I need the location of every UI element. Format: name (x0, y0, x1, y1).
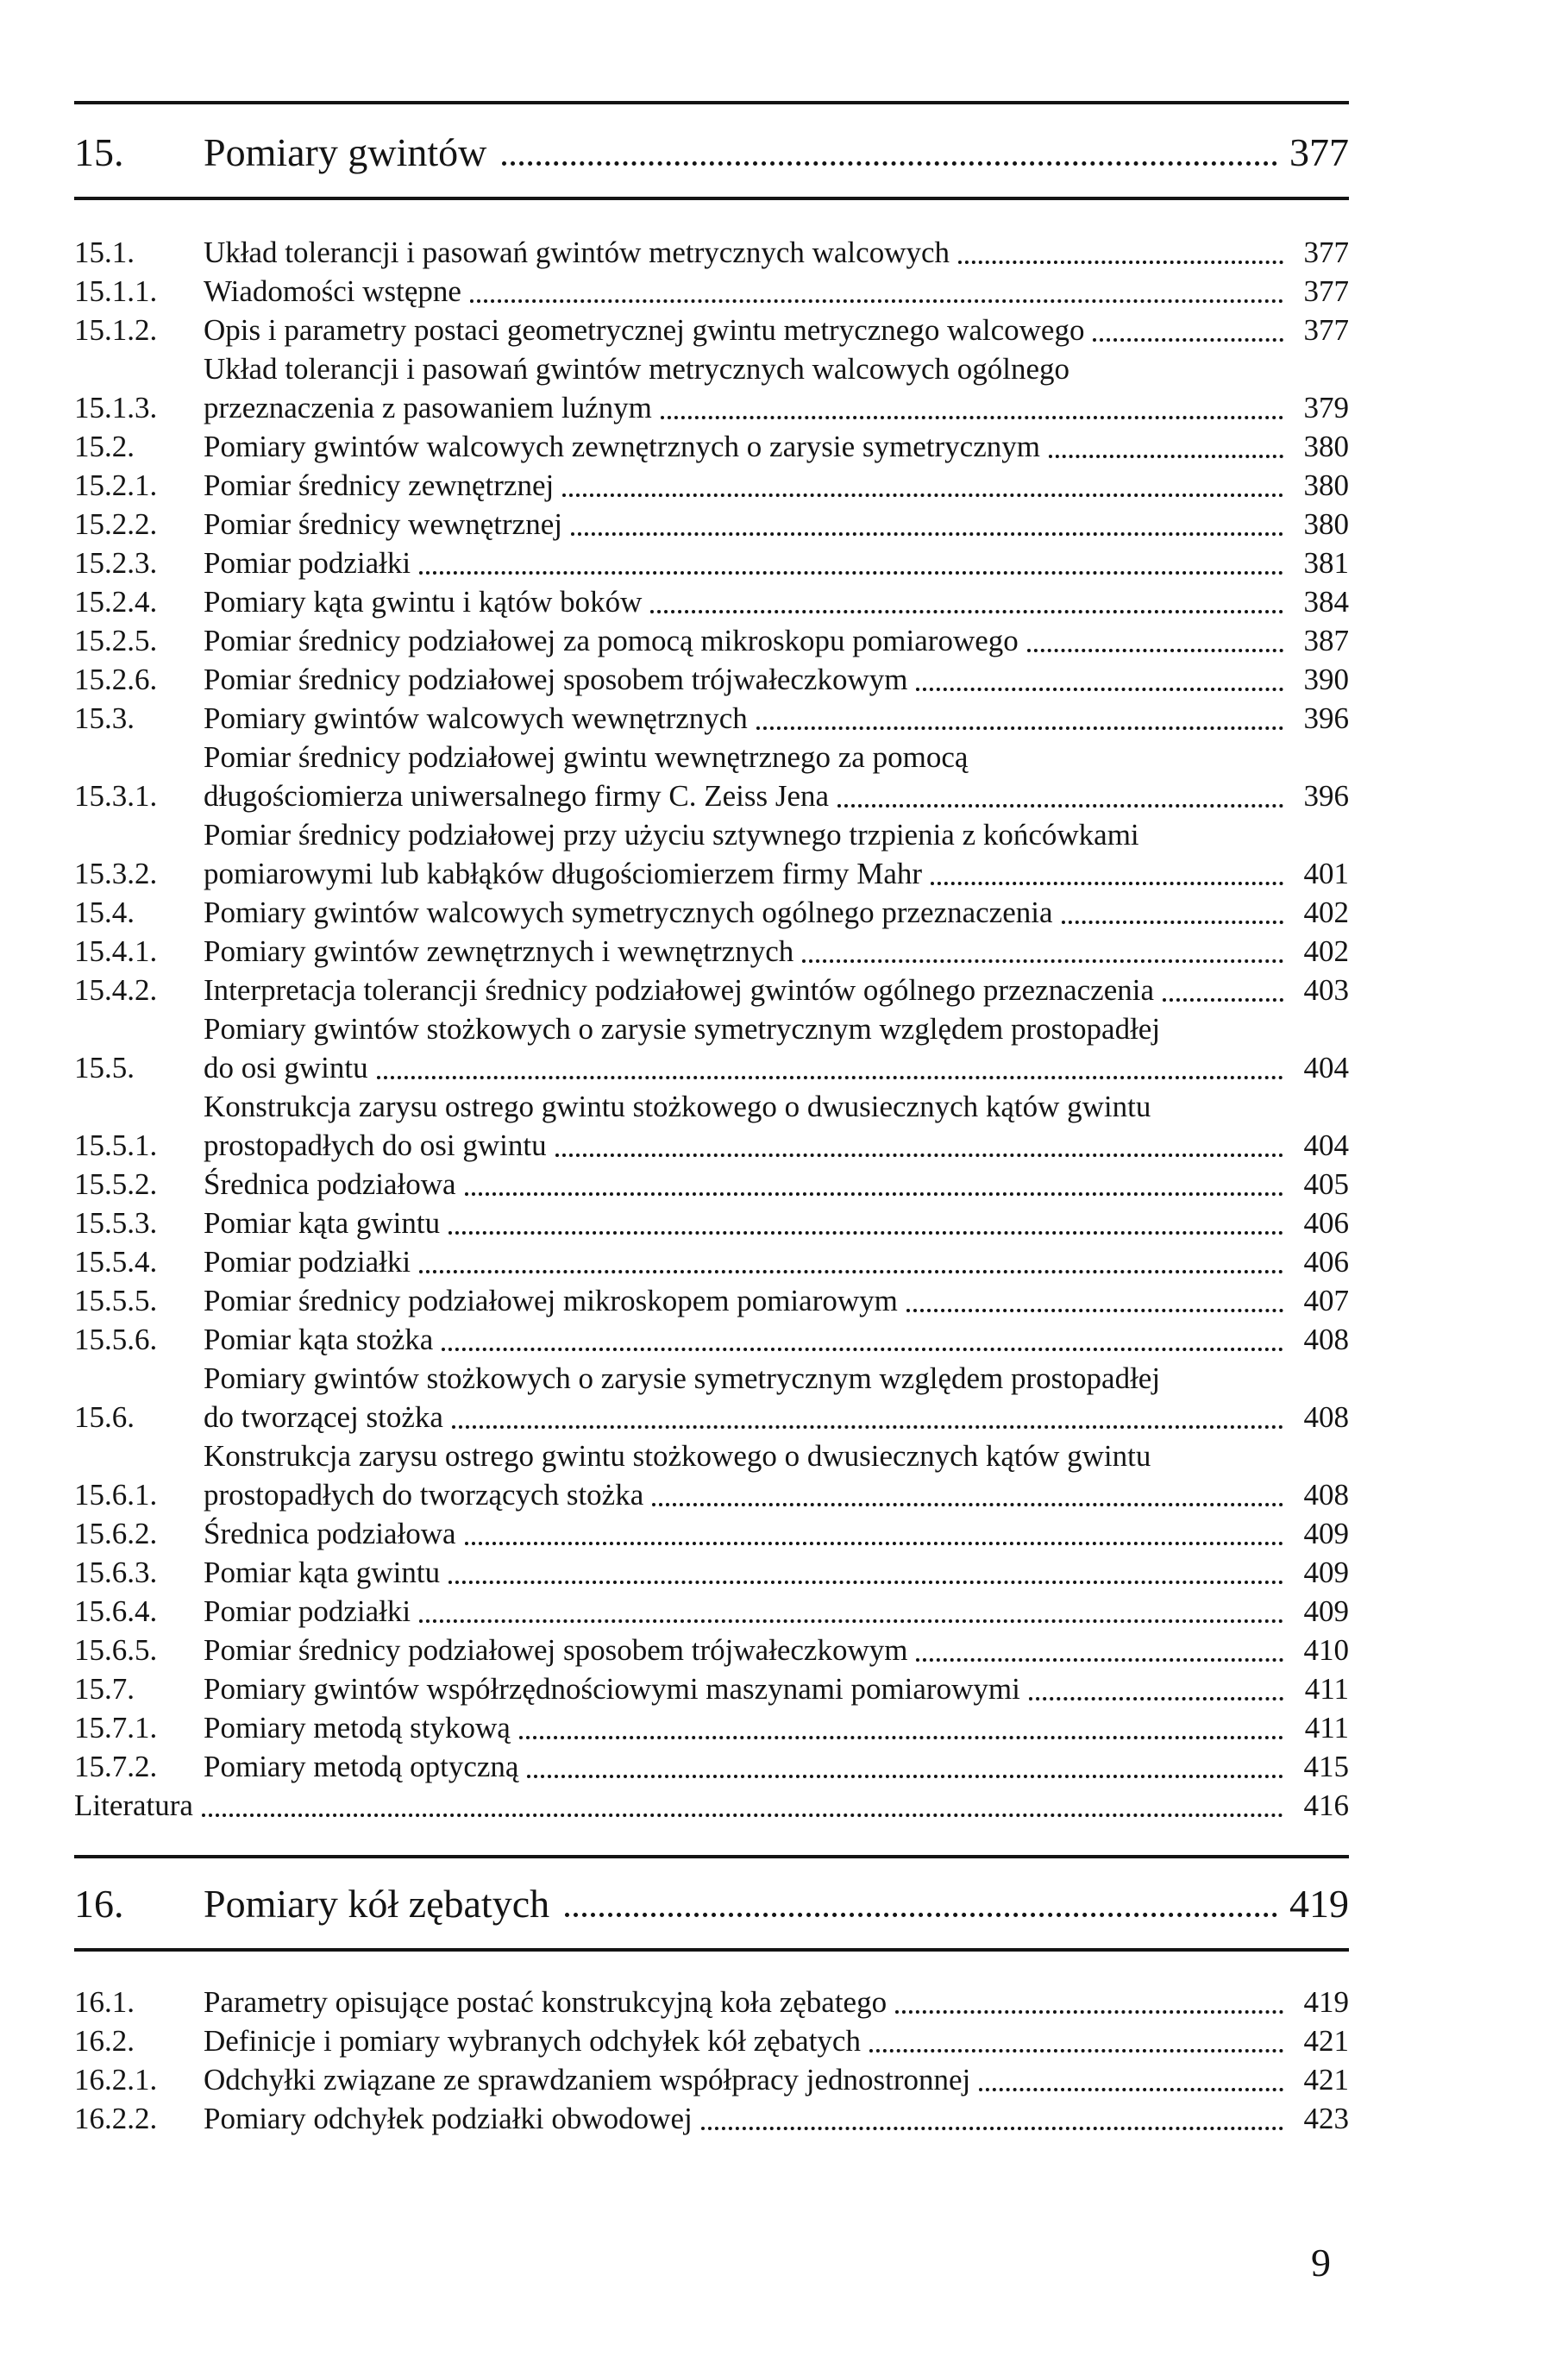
entry-title-line: Pomiary gwintów zewnętrznych i wewnętrznych (204, 934, 794, 968)
entry-title-line: Pomiary metodą stykową (204, 1711, 511, 1744)
toc-entry (74, 582, 1349, 621)
dot-leader (1062, 921, 1283, 924)
entry-last-line (204, 1592, 1349, 1631)
entry-page: 407 (1303, 1284, 1349, 1317)
entry-number: 15.6.5. (74, 1633, 158, 1667)
entry-title-line: Pomiar średnicy podziałowej mikroskopem pomiarowym (204, 1284, 898, 1317)
chapter-15-toc (74, 233, 1349, 1825)
dot-leader (652, 1503, 1283, 1506)
dot-leader (958, 261, 1283, 264)
entry-body (204, 1087, 1349, 1165)
entry-body (204, 621, 1349, 660)
entry-title-line: Średnica podziałowa (204, 1167, 456, 1201)
entry-body (204, 1204, 1349, 1242)
entry-body (204, 1009, 1349, 1087)
entry-page: 387 (1303, 624, 1349, 657)
entry-last-line (204, 1204, 1349, 1242)
dot-leader (377, 1076, 1283, 1079)
entry-body (204, 1242, 1349, 1281)
entry-page: 390 (1303, 663, 1349, 696)
entry-last-line (204, 1398, 1349, 1436)
entry-body (204, 1708, 1349, 1747)
entry-page: 404 (1303, 1128, 1349, 1162)
entry-page: 421 (1303, 2024, 1349, 2058)
entry-number: 15.5. (74, 1051, 135, 1084)
dot-leader (916, 1658, 1283, 1662)
entry-body (204, 738, 1349, 815)
entry-body (204, 427, 1349, 466)
dot-leader (1049, 455, 1283, 458)
entry-last-line (204, 1320, 1349, 1359)
entry-title-line: Pomiar podziałki (204, 1594, 411, 1628)
dot-leader (448, 1581, 1283, 1584)
toc-entry (74, 427, 1349, 466)
dot-leader (837, 804, 1283, 808)
entry-page: 421 (1303, 2063, 1349, 2097)
entry-page: 380 (1303, 468, 1349, 502)
entry-number: 15.5.1. (74, 1128, 158, 1162)
dot-leader (442, 1348, 1283, 1351)
chapter-16-toc (74, 1983, 1349, 2138)
entry-last-line (204, 1631, 1349, 1669)
entry-last-line (193, 1786, 1349, 1825)
entry-last-line (204, 544, 1349, 582)
toc-entry (74, 311, 1349, 349)
entry-body (204, 1359, 1349, 1436)
chapter-16-heading (74, 1864, 1349, 1924)
toc-entry (74, 1747, 1349, 1786)
dot-leader (502, 161, 1277, 166)
entry-body (204, 1436, 1349, 1514)
entry-page: 377 (1303, 236, 1349, 269)
entry-title-line: Układ tolerancji i pasowań gwintów metrycznych walcowych ogólnego (204, 352, 1070, 386)
dot-leader (661, 416, 1283, 419)
entry-number: 15.5.4. (74, 1245, 158, 1279)
entry-title-line: Pomiar kąta gwintu (204, 1206, 441, 1240)
entry-body (204, 815, 1349, 893)
entry-title-line: długościomierza uniwersalnego firmy C. Zeiss Jena (204, 779, 830, 813)
toc-entry (74, 1514, 1349, 1553)
dot-leader (465, 1192, 1283, 1196)
entry-body (204, 2099, 1349, 2138)
entry-number: 16.1. (74, 1985, 135, 2019)
entry-number: 16.2.1. (74, 2063, 158, 2097)
entry-title-line: Pomiary gwintów stożkowych o zarysie symetrycznym względem prostopadłej (204, 1012, 1161, 1046)
entry-last-line (204, 2021, 1349, 2060)
toc-entry (74, 660, 1349, 699)
dot-leader (519, 1736, 1283, 1739)
entry-number: 15.2.6. (74, 663, 158, 696)
entry-number: 15.2.2. (74, 507, 158, 541)
entry-body (204, 1669, 1349, 1708)
entry-last-line (204, 1983, 1349, 2021)
dot-leader (565, 1913, 1277, 1917)
entry-body (204, 1553, 1349, 1592)
entry-body (204, 505, 1349, 544)
entry-number: 16.2. (74, 2024, 135, 2058)
toc-entry (74, 1087, 1349, 1165)
entry-page: 401 (1303, 857, 1349, 890)
chapter-page: 377 (1289, 130, 1349, 174)
entry-page: 408 (1303, 1478, 1349, 1512)
entry-page: 384 (1303, 585, 1349, 619)
entry-body (204, 1320, 1349, 1359)
entry-body (204, 349, 1349, 427)
entry-title-line: Pomiary gwintów współrzędnościowymi maszynami pomiarowymi (204, 1672, 1020, 1706)
toc-entry (74, 1786, 1349, 1825)
entry-title-line: Pomiary odchyłek podziałki obwodowej (204, 2102, 693, 2135)
entry-number: 15.6.2. (74, 1517, 158, 1550)
entry-last-line (204, 1747, 1349, 1786)
entry-number: 15.6.1. (74, 1478, 158, 1512)
entry-title-line: Pomiary gwintów walcowych wewnętrznych (204, 701, 748, 735)
dot-leader (527, 1775, 1283, 1778)
entry-number: 15.2.1. (74, 468, 158, 502)
entry-last-line (204, 1514, 1349, 1553)
entry-title-line: Konstrukcja zarysu ostrego gwintu stożkowego o dwusiecznych kątów gwintu (204, 1090, 1151, 1123)
toc-entry (74, 738, 1349, 815)
entry-last-line (204, 1242, 1349, 1281)
entry-title-line: Pomiary metodą optyczną (204, 1750, 519, 1783)
dot-leader (202, 1814, 1283, 1817)
entry-title-line: Średnica podziałowa (204, 1517, 456, 1550)
entry-body (204, 1631, 1349, 1669)
dot-leader (448, 1231, 1283, 1235)
dot-leader (756, 726, 1283, 730)
entry-body (204, 1514, 1349, 1553)
entry-last-line (204, 1553, 1349, 1592)
entry-title-line: Parametry opisujące postać konstrukcyjną koła zębatego (204, 1985, 887, 2019)
dot-leader (802, 959, 1283, 963)
toc-entry (74, 1281, 1349, 1320)
entry-last-line (204, 699, 1349, 738)
entry-page: 403 (1303, 973, 1349, 1007)
entry-title-line: Pomiar kąta stożka (204, 1323, 434, 1356)
entry-title-line: do osi gwintu (204, 1051, 368, 1084)
dot-leader (869, 2049, 1283, 2053)
entry-number: 15.5.2. (74, 1167, 158, 1201)
entry-page: 406 (1303, 1245, 1349, 1279)
entry-title-line: Pomiar podziałki (204, 546, 411, 580)
chapter-16-top-rule (74, 1855, 1349, 1858)
entry-number: 15.1.2. (74, 313, 158, 347)
entry-page: 423 (1303, 2102, 1349, 2135)
entry-title-line: Pomiary gwintów stożkowych o zarysie symetrycznym względem prostopadłej (204, 1361, 1161, 1395)
entry-body (204, 1165, 1349, 1204)
entry-page: 411 (1304, 1672, 1349, 1706)
entry-page: 402 (1303, 896, 1349, 929)
entry-last-line (204, 272, 1349, 311)
entry-body (204, 272, 1349, 311)
toc-entry (74, 932, 1349, 971)
entry-page: 380 (1303, 507, 1349, 541)
entry-page: 396 (1303, 779, 1349, 813)
dot-leader (931, 882, 1283, 885)
toc-entry (74, 1242, 1349, 1281)
entry-title-line: Pomiar średnicy podziałowej sposobem trójwałeczkowym (204, 1633, 908, 1667)
entry-page: 402 (1303, 934, 1349, 968)
entry-last-line (204, 1281, 1349, 1320)
entry-title-line: Pomiar średnicy podziałowej za pomocą mikroskopu pomiarowego (204, 624, 1019, 657)
entry-page: 415 (1303, 1750, 1349, 1783)
entry-title-line: Pomiar średnicy podziałowej przy użyciu sztywnego trzpienia z końcówkami (204, 818, 1139, 852)
entry-last-line (204, 2060, 1349, 2099)
entry-number: 15.5.5. (74, 1284, 158, 1317)
entry-page: 416 (1303, 1789, 1349, 1822)
chapter-15-top-rule (74, 101, 1349, 104)
dot-leader (1029, 1697, 1283, 1700)
entry-page: 381 (1303, 546, 1349, 580)
entry-number: 15.3. (74, 701, 135, 735)
entry-number: 15.3.1. (74, 779, 158, 813)
dot-leader (555, 1154, 1283, 1157)
entry-page: 396 (1303, 701, 1349, 735)
entry-page: 409 (1303, 1556, 1349, 1589)
toc-entry (74, 1436, 1349, 1514)
entry-last-line (204, 1048, 1349, 1087)
entry-number: 15.3.2. (74, 857, 158, 890)
entry-title-line: Wiadomości wstępne (204, 274, 461, 308)
entry-title-line: Pomiary gwintów walcowych zewnętrznych o zarysie symetrycznym (204, 430, 1040, 463)
entry-number: 15.6.4. (74, 1594, 158, 1628)
dot-leader (895, 2010, 1283, 2014)
dot-leader (419, 571, 1283, 575)
entry-body (193, 1786, 1349, 1825)
entry-last-line (204, 660, 1349, 699)
entry-page: 409 (1303, 1517, 1349, 1550)
entry-title-line: Pomiar średnicy zewnętrznej (204, 468, 555, 502)
dot-leader (1093, 338, 1283, 342)
entry-title-line: Odchyłki związane ze sprawdzaniem współpracy jednostronnej (204, 2063, 971, 2097)
toc-entry (74, 893, 1349, 932)
entry-title-line: prostopadłych do tworzących stożka (204, 1478, 644, 1512)
toc-entry (74, 1631, 1349, 1669)
entry-last-line (204, 505, 1349, 544)
entry-body (204, 1747, 1349, 1786)
entry-page: 410 (1303, 1633, 1349, 1667)
entry-body (204, 932, 1349, 971)
toc-entry (74, 1553, 1349, 1592)
entry-number: 15.1.1. (74, 274, 158, 308)
entry-last-line (204, 466, 1349, 505)
entry-body (204, 582, 1349, 621)
entry-last-line (204, 2099, 1349, 2138)
entry-number: 15.7. (74, 1672, 135, 1706)
entry-page: 408 (1303, 1400, 1349, 1434)
dot-leader (701, 2127, 1283, 2130)
entry-body (204, 1281, 1349, 1320)
page-number: 9 (1311, 2241, 1331, 2285)
entry-last-line (204, 854, 1349, 893)
toc-entry (74, 1320, 1349, 1359)
entry-body (204, 544, 1349, 582)
entry-page: 405 (1303, 1167, 1349, 1201)
entry-body (204, 2060, 1349, 2099)
dot-leader (1163, 998, 1283, 1002)
entry-title-line: Pomiary kąta gwintu i kątów boków (204, 585, 643, 619)
toc-entry (74, 544, 1349, 582)
entry-title-line: prostopadłych do osi gwintu (204, 1128, 547, 1162)
entry-number: 15.7.1. (74, 1711, 158, 1744)
entry-title-line: Pomiar średnicy wewnętrznej (204, 507, 562, 541)
toc-entry (74, 349, 1349, 427)
toc-entry (74, 2099, 1349, 2138)
dot-leader (571, 532, 1283, 536)
entry-last-line (204, 1708, 1349, 1747)
dot-leader (650, 610, 1283, 613)
entry-last-line (204, 1126, 1349, 1165)
toc-entry (74, 1165, 1349, 1204)
entry-number: 15.2. (74, 430, 135, 463)
toc-entry (74, 466, 1349, 505)
toc-entry (74, 2021, 1349, 2060)
dot-leader (916, 688, 1283, 691)
entry-number: 16.2.2. (74, 2102, 158, 2135)
entry-title-line: przeznaczenia z pasowaniem luźnym (204, 391, 652, 424)
entry-page: 406 (1303, 1206, 1349, 1240)
entry-number: 15.6.3. (74, 1556, 158, 1589)
entry-last-line (204, 621, 1349, 660)
entry-title-line: Interpretacja tolerancji średnicy podziałowej gwintów ogólnego przeznaczenia (204, 973, 1155, 1007)
entry-number: 15.4.2. (74, 973, 158, 1007)
toc-entry (74, 272, 1349, 311)
toc-entry (74, 2060, 1349, 2099)
entry-body (204, 466, 1349, 505)
entry-title-line: do tworzącej stożka (204, 1400, 443, 1434)
toc-entry (74, 1708, 1349, 1747)
entry-number: 15.2.4. (74, 585, 158, 619)
chapter-title: Pomiary gwintów (204, 130, 487, 174)
entry-number: 15.5.6. (74, 1323, 158, 1356)
entry-last-line (204, 233, 1349, 272)
entry-body (204, 1592, 1349, 1631)
entry-title-line: Definicje i pomiary wybranych odchyłek kół zębatych (204, 2024, 861, 2058)
entry-title-line: Pomiar podziałki (204, 1245, 411, 1279)
entry-title-line: Układ tolerancji i pasowań gwintów metrycznych walcowych (204, 236, 950, 269)
entry-number: 15.5.3. (74, 1206, 158, 1240)
entry-last-line (204, 388, 1349, 427)
entry-title-line: pomiarowymi lub kabłąków długościomierzem firmy Mahr (204, 857, 923, 890)
entry-body (204, 893, 1349, 932)
entry-body (204, 2021, 1349, 2060)
toc-entry (74, 233, 1349, 272)
dot-leader (419, 1270, 1283, 1273)
entry-body (204, 660, 1349, 699)
dot-leader (979, 2088, 1283, 2091)
chapter-number: 16. (74, 1882, 124, 1926)
chapter-title: Pomiary kół zębatych (204, 1882, 550, 1926)
chapter-16-bottom-rule (74, 1948, 1349, 1952)
entry-last-line (204, 971, 1349, 1009)
dot-leader (1027, 649, 1283, 652)
entry-page: 377 (1303, 313, 1349, 347)
entry-last-line (204, 582, 1349, 621)
entry-title-line: Opis i parametry postaci geometrycznej gwintu metrycznego walcowego (204, 313, 1085, 347)
chapter-15-heading (74, 112, 1349, 173)
entry-last-line (204, 932, 1349, 971)
chapter-15-bottom-rule (74, 197, 1349, 200)
entry-last-line (204, 1475, 1349, 1514)
entry-page: 411 (1304, 1711, 1349, 1744)
entry-number: 15.4.1. (74, 934, 158, 968)
toc-entry (74, 1204, 1349, 1242)
entry-number: 15.1.3. (74, 391, 158, 424)
entry-title-line: Konstrukcja zarysu ostrego gwintu stożkowego o dwusiecznych kątów gwintu (204, 1439, 1151, 1473)
chapter-page: 419 (1289, 1882, 1349, 1926)
entry-body (204, 971, 1349, 1009)
entry-title-line: Pomiary gwintów walcowych symetrycznych ogólnego przeznaczenia (204, 896, 1053, 929)
toc-entry (74, 621, 1349, 660)
entry-body (204, 233, 1349, 272)
entry-title-line: Pomiar średnicy podziałowej sposobem trójwałeczkowym (204, 663, 908, 696)
toc-entry (74, 699, 1349, 738)
entry-body (204, 1983, 1349, 2021)
entry-page: 379 (1303, 391, 1349, 424)
entry-page: 409 (1303, 1594, 1349, 1628)
toc-entry (74, 815, 1349, 893)
entry-title-line: Pomiar kąta gwintu (204, 1556, 441, 1589)
entry-last-line (204, 1165, 1349, 1204)
dot-leader (419, 1619, 1283, 1623)
entry-number: 15.7.2. (74, 1750, 158, 1783)
toc-entry (74, 971, 1349, 1009)
entry-body (204, 699, 1349, 738)
toc-entry (74, 1359, 1349, 1436)
entry-page: 404 (1303, 1051, 1349, 1084)
toc-entry (74, 1669, 1349, 1708)
entry-title-line: Pomiar średnicy podziałowej gwintu wewnętrznego za pomocą (204, 740, 969, 774)
entry-last-line (204, 311, 1349, 349)
toc-entry (74, 505, 1349, 544)
entry-page: 408 (1303, 1323, 1349, 1356)
dot-leader (470, 299, 1283, 303)
entry-number: Literatura (74, 1789, 193, 1822)
chapter-number: 15. (74, 130, 124, 174)
toc-entry (74, 1009, 1349, 1087)
entry-last-line (204, 776, 1349, 815)
entry-number: 15.6. (74, 1400, 135, 1434)
toc-entry (74, 1592, 1349, 1631)
entry-page: 377 (1303, 274, 1349, 308)
entry-page: 419 (1303, 1985, 1349, 2019)
dot-leader (465, 1542, 1283, 1545)
entry-last-line (204, 893, 1349, 932)
dot-leader (452, 1425, 1283, 1429)
toc-entry (74, 1983, 1349, 2021)
entry-page: 380 (1303, 430, 1349, 463)
entry-last-line (204, 1669, 1349, 1708)
dot-leader (562, 493, 1283, 497)
entry-number: 15.2.3. (74, 546, 158, 580)
entry-number: 15.4. (74, 896, 135, 929)
entry-number: 15.2.5. (74, 624, 158, 657)
entry-body (204, 311, 1349, 349)
entry-last-line (204, 427, 1349, 466)
dot-leader (906, 1309, 1283, 1312)
entry-number: 15.1. (74, 236, 135, 269)
